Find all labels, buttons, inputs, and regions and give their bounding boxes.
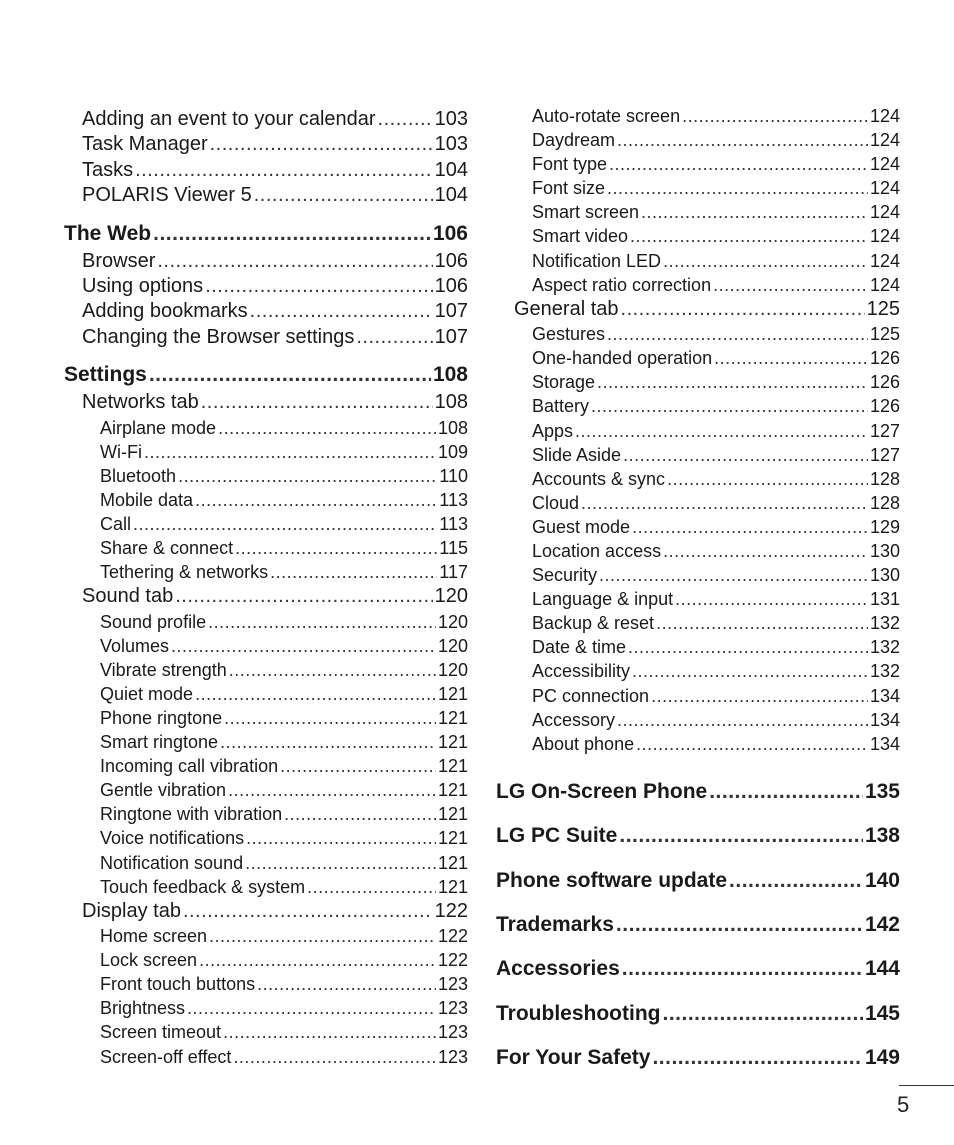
toc-entry-label: Phone software update (496, 868, 728, 892)
toc-entry-page: 132 (869, 661, 900, 682)
toc-dot-leader (280, 754, 436, 778)
toc-dot-leader (662, 998, 862, 1030)
toc-dot-leader (224, 706, 436, 730)
toc-entry-page: 121 (437, 828, 468, 849)
toc-dot-leader (218, 416, 436, 440)
toc-entry-label: Wi-Fi (100, 441, 142, 462)
toc-subsection-entry[interactable] (496, 128, 900, 152)
toc-entry-label: Voice notifications (100, 828, 245, 849)
toc-dot-leader (223, 1020, 436, 1044)
toc-subsection-entry[interactable] (496, 370, 900, 394)
toc-dot-leader (245, 851, 436, 875)
toc-subsection-entry[interactable] (496, 684, 900, 708)
toc-entry-page: 107 (434, 300, 468, 323)
toc-dot-leader (178, 464, 437, 488)
toc-entry-page: 115 (439, 537, 468, 558)
toc-entry-page: 106 (432, 221, 468, 245)
toc-entry-label: Storage (532, 372, 596, 393)
toc-entry-label: About phone (532, 733, 635, 754)
toc-entry-label: Font type (532, 154, 608, 175)
toc-entry-label: Font size (532, 178, 606, 199)
toc-dot-leader (133, 512, 437, 536)
toc-dot-leader (250, 299, 433, 324)
toc-entry-page: 129 (869, 516, 900, 537)
toc-entry-label: LG PC Suite (496, 824, 618, 848)
toc-entry-label: Accessories (496, 957, 620, 981)
toc-subsection-entry[interactable] (496, 563, 900, 587)
toc-entry-page: 106 (434, 249, 468, 272)
toc-dot-leader (636, 732, 868, 756)
toc-subsection-entry[interactable] (64, 754, 468, 778)
toc-entry-page: 121 (437, 780, 468, 801)
toc-entry-label: Ringtone with vibration (100, 804, 283, 825)
toc-entry-page: 108 (437, 417, 468, 438)
page-number-rule (899, 1085, 954, 1086)
toc-dot-leader (233, 1045, 436, 1069)
toc-entry-label: Gentle vibration (100, 780, 227, 801)
toc-entry-page: 142 (864, 913, 900, 936)
toc-entry-label: Notification sound (100, 852, 244, 873)
toc-entry-page: 121 (437, 876, 468, 897)
toc-subsection-entry[interactable] (64, 1020, 468, 1044)
toc-dot-leader (220, 730, 436, 754)
toc-chapter-entry[interactable] (496, 1042, 900, 1074)
toc-dot-leader (714, 346, 868, 370)
toc-entry-label: Backup & reset (532, 613, 655, 634)
toc-entry-page: 127 (869, 420, 900, 441)
toc-dot-leader (144, 440, 436, 464)
toc-subsection-entry[interactable] (64, 851, 468, 875)
toc-dot-leader (195, 682, 436, 706)
toc-entry-page: 117 (439, 562, 468, 583)
toc-subsection-entry[interactable] (496, 200, 900, 224)
toc-entry-page: 121 (437, 683, 468, 704)
toc-dot-leader (667, 467, 868, 491)
toc-entry-page: 121 (437, 732, 468, 753)
toc-chapter-entry[interactable] (496, 820, 900, 852)
toc-subsection-entry[interactable] (496, 587, 900, 611)
toc-dot-leader (235, 536, 437, 560)
toc-section-entry[interactable] (64, 274, 468, 299)
toc-entry-page: 135 (864, 779, 900, 803)
toc-dot-leader (628, 635, 868, 659)
toc-dot-leader (581, 491, 868, 515)
toc-entry-label: One-handed operation (532, 348, 713, 369)
toc-entry-page: 128 (869, 492, 900, 513)
toc-entry-page: 134 (869, 685, 900, 706)
toc-entry-page: 124 (869, 226, 900, 247)
toc-entry-label: Accounts & sync (532, 468, 666, 489)
toc-entry-label: Daydream (532, 130, 616, 151)
toc-dot-leader (591, 394, 868, 418)
toc-entry-label: Brightness (100, 998, 186, 1019)
toc-entry-page: 126 (869, 348, 900, 369)
toc-dot-leader (713, 273, 868, 297)
toc-subsection-entry[interactable] (496, 176, 900, 200)
toc-entry-page: 110 (439, 465, 468, 486)
toc-entry-page: 122 (437, 950, 468, 971)
toc-column-left (64, 104, 468, 1069)
toc-entry-label: Lock screen (100, 950, 198, 971)
toc-entry-label: Browser (82, 249, 156, 272)
toc-entry-page: 120 (437, 635, 468, 656)
toc-dot-leader (663, 249, 868, 273)
toc-dot-leader (205, 274, 432, 299)
toc-entry-label: Share & connect (100, 537, 234, 558)
toc-entry-page: 144 (864, 957, 900, 981)
toc-subsection-entry[interactable] (64, 634, 468, 658)
toc-dot-leader (632, 515, 868, 539)
toc-section-entry[interactable] (64, 899, 468, 924)
toc-entry-page: 131 (869, 589, 900, 610)
toc-subsection-entry[interactable] (64, 948, 468, 972)
toc-entry-page: 120 (434, 585, 468, 608)
toc-subsection-entry[interactable] (496, 443, 900, 467)
toc-entry-page: 130 (869, 565, 900, 586)
toc-section-entry[interactable] (64, 183, 468, 208)
toc-entry-label: General tab (514, 297, 619, 320)
toc-subsection-entry[interactable] (496, 611, 900, 635)
toc-entry-page: 121 (437, 804, 468, 825)
toc-entry-label: Adding an event to your calendar (82, 108, 376, 130)
toc-dot-leader (201, 390, 433, 415)
toc-entry-page: 123 (437, 1046, 468, 1067)
toc-section-entry[interactable] (64, 249, 468, 274)
toc-entry-page: 132 (869, 613, 900, 634)
toc-dot-leader (619, 820, 863, 852)
toc-subsection-entry[interactable] (64, 440, 468, 464)
toc-chapter-entry[interactable] (496, 776, 900, 808)
toc-entry-page: 122 (437, 926, 468, 947)
toc-entry-page: 108 (432, 363, 468, 387)
toc-entry-page: 124 (869, 130, 900, 151)
toc-section-entry[interactable] (496, 297, 900, 322)
toc-subsection-entry[interactable] (64, 924, 468, 948)
toc-entry-page: 124 (869, 250, 900, 271)
toc-entry-label: Sound profile (100, 611, 207, 632)
toc-chapter-entry[interactable] (496, 998, 900, 1030)
toc-dot-leader (149, 360, 431, 390)
toc-column-right (496, 104, 900, 1074)
toc-section-entry[interactable] (64, 390, 468, 415)
toc-entry-page: 120 (437, 611, 468, 632)
toc-dot-leader (209, 924, 436, 948)
toc-subsection-entry[interactable] (64, 416, 468, 440)
toc-entry-label: Front touch buttons (100, 974, 256, 995)
toc-entry-label: Incoming call vibration (100, 756, 279, 777)
toc-entry-page: 106 (434, 274, 468, 297)
toc-dot-leader (607, 322, 868, 346)
toc-dot-leader (675, 587, 868, 611)
toc-entry-page: 125 (866, 297, 900, 320)
toc-entry-label: Sound tab (82, 585, 174, 608)
toc-dot-leader (171, 634, 436, 658)
toc-entry-page: 145 (864, 1001, 900, 1025)
toc-subsection-entry[interactable] (64, 536, 468, 560)
toc-subsection-entry[interactable] (64, 1045, 468, 1069)
toc-subsection-entry[interactable] (496, 732, 900, 756)
toc-entry-label: Call (100, 513, 132, 534)
toc-dot-leader (617, 708, 868, 732)
toc-entry-label: Bluetooth (100, 465, 177, 486)
toc-entry-page: 121 (437, 707, 468, 728)
toc-dot-leader (270, 560, 437, 584)
toc-dot-leader (183, 899, 433, 924)
toc-dot-leader (254, 183, 433, 208)
toc-entry-label: Slide Aside (532, 444, 622, 465)
toc-dot-leader (199, 948, 436, 972)
toc-dot-leader (682, 104, 868, 128)
toc-chapter-entry[interactable] (496, 865, 900, 897)
toc-dot-leader (652, 1042, 863, 1074)
toc-section-entry[interactable] (64, 158, 468, 183)
toc-entry-page: 123 (437, 974, 468, 995)
toc-entry-label: Mobile data (100, 489, 194, 510)
toc-entry-label: Vibrate strength (100, 659, 227, 680)
toc-chapter-entry[interactable] (496, 909, 900, 941)
toc-entry-page: 140 (864, 868, 900, 892)
toc-entry-label: Gestures (532, 324, 606, 345)
toc-entry-page: 107 (434, 325, 468, 348)
toc-dot-leader (378, 107, 433, 132)
toc-subsection-entry[interactable] (64, 512, 468, 536)
toc-entry-label: Security (532, 565, 598, 586)
toc-entry-label: Quiet mode (100, 683, 194, 704)
toc-subsection-entry[interactable] (64, 802, 468, 826)
toc-entry-page: 128 (869, 468, 900, 489)
toc-dot-leader (187, 996, 436, 1020)
toc-subsection-entry[interactable] (64, 682, 468, 706)
toc-entry-label: Touch feedback & system (100, 876, 306, 897)
toc-entry-label: Task Manager (82, 133, 208, 156)
toc-entry-label: Accessory (532, 709, 616, 730)
toc-entry-label: Smart ringtone (100, 732, 219, 753)
toc-subsection-entry[interactable] (496, 152, 900, 176)
toc-entry-page: 134 (869, 709, 900, 730)
toc-entry-page: 134 (869, 733, 900, 754)
toc-entry-page: 130 (869, 540, 900, 561)
toc-entry-page: 104 (434, 184, 468, 207)
toc-entry-page: 126 (869, 372, 900, 393)
toc-subsection-entry[interactable] (496, 249, 900, 273)
toc-entry-label: Battery (532, 396, 590, 417)
toc-entry-page: 125 (869, 324, 900, 345)
toc-subsection-entry[interactable] (64, 488, 468, 512)
toc-entry-label: POLARIS Viewer 5 (82, 184, 252, 207)
toc-entry-page: 149 (864, 1046, 900, 1070)
toc-section-entry[interactable] (64, 132, 468, 157)
toc-entry-page: 120 (437, 659, 468, 680)
toc-entry-label: For Your Safety (496, 1046, 651, 1070)
toc-dot-leader (651, 684, 868, 708)
toc-dot-leader (175, 584, 432, 609)
toc-entry-page: 124 (869, 106, 900, 126)
toc-dot-leader (307, 875, 436, 899)
toc-entry-label: Location access (532, 540, 662, 561)
toc-entry-label: Tasks (82, 158, 134, 181)
toc-dot-leader (246, 826, 436, 850)
toc-subsection-entry[interactable] (64, 560, 468, 584)
toc-entry-page: 123 (437, 1022, 468, 1043)
toc-entry-page: 121 (437, 852, 468, 873)
toc-chapter-entry[interactable] (64, 219, 468, 249)
toc-dot-leader (617, 128, 868, 152)
toc-section-entry[interactable] (64, 299, 468, 324)
toc-dot-leader (135, 158, 433, 183)
toc-dot-leader (599, 563, 868, 587)
toc-entry-label: Apps (532, 420, 574, 441)
toc-entry-page: 124 (869, 274, 900, 295)
toc-entry-page: 123 (437, 998, 468, 1019)
toc-entry-label: Auto-rotate screen (532, 106, 681, 126)
toc-entry-label: Settings (64, 363, 147, 387)
toc-subsection-entry[interactable] (496, 515, 900, 539)
toc-subsection-entry[interactable] (64, 658, 468, 682)
toc-section-entry[interactable] (64, 325, 468, 350)
toc-subsection-entry[interactable] (64, 996, 468, 1020)
toc-entry-label: Guest mode (532, 516, 631, 537)
toc-subsection-entry[interactable] (64, 972, 468, 996)
toc-entry-page: 103 (434, 133, 468, 156)
toc-dot-leader (729, 865, 863, 897)
toc-entry-page: 126 (869, 396, 900, 417)
toc-dot-leader (656, 611, 868, 635)
toc-entry-label: Volumes (100, 635, 170, 656)
toc-dot-leader (195, 488, 437, 512)
toc-dot-leader (208, 610, 436, 634)
toc-dot-leader (157, 249, 432, 274)
toc-entry-label: Networks tab (82, 391, 199, 414)
toc-dot-leader (641, 200, 868, 224)
toc-dot-leader (597, 370, 868, 394)
toc-entry-label: Airplane mode (100, 417, 217, 438)
toc-subsection-entry[interactable] (496, 708, 900, 732)
toc-subsection-entry[interactable] (496, 273, 900, 297)
toc-subsection-entry[interactable] (496, 539, 900, 563)
toc-dot-leader (622, 953, 863, 985)
toc-subsection-entry[interactable] (496, 659, 900, 683)
toc-entry-label: Using options (82, 274, 204, 297)
toc-dot-leader (623, 443, 868, 467)
toc-chapter-entry[interactable] (64, 360, 468, 390)
toc-subsection-entry[interactable] (64, 610, 468, 634)
toc-dot-leader (709, 776, 863, 808)
toc-dot-leader (632, 659, 868, 683)
toc-entry-page: 122 (434, 899, 468, 922)
toc-entry-label: Smart screen (532, 202, 640, 223)
toc-subsection-entry[interactable] (64, 706, 468, 730)
toc-entry-page: 108 (434, 391, 468, 414)
toc-dot-leader (356, 325, 432, 350)
toc-entry-label: Troubleshooting (496, 1001, 661, 1025)
toc-entry-label: Aspect ratio correction (532, 274, 712, 295)
toc-section-entry[interactable] (64, 584, 468, 609)
toc-dot-leader (229, 658, 436, 682)
toc-subsection-entry[interactable] (496, 346, 900, 370)
toc-entry-label: Changing the Browser settings (82, 325, 355, 348)
toc-section-entry[interactable] (64, 107, 468, 132)
toc-dot-leader (257, 972, 436, 996)
toc-subsection-entry[interactable] (496, 635, 900, 659)
toc-entry-label: LG On-Screen Phone (496, 779, 708, 803)
toc-subsection-entry[interactable] (496, 104, 900, 128)
toc-entry-label: Smart video (532, 226, 629, 247)
toc-dot-leader (609, 152, 868, 176)
toc-entry-label: The Web (64, 221, 152, 245)
toc-entry-label: Home screen (100, 926, 208, 947)
toc-entry-page: 109 (437, 441, 468, 462)
toc-entry-label: Language & input (532, 589, 674, 610)
toc-entry-label: Cloud (532, 492, 580, 513)
toc-entry-label: Screen timeout (100, 1022, 222, 1043)
toc-entry-page: 113 (439, 489, 468, 510)
toc-subsection-entry[interactable] (64, 730, 468, 754)
toc-subsection-entry[interactable] (64, 826, 468, 850)
toc-subsection-entry[interactable] (496, 224, 900, 248)
toc-subsection-entry[interactable] (64, 875, 468, 899)
toc-entry-label: Date & time (532, 637, 627, 658)
toc-entry-label: Phone ringtone (100, 707, 223, 728)
toc-entry-page: 132 (869, 637, 900, 658)
toc-entry-label: Trademarks (496, 913, 614, 936)
toc-dot-leader (616, 909, 863, 941)
toc-dot-leader (153, 219, 431, 249)
toc-subsection-entry[interactable] (496, 322, 900, 346)
toc-dot-leader (607, 176, 868, 200)
toc-subsection-entry[interactable] (496, 491, 900, 515)
toc-entry-label: Screen-off effect (100, 1046, 232, 1067)
toc-entry-page: 113 (439, 513, 468, 534)
toc-entry-label: Adding bookmarks (82, 300, 248, 323)
toc-subsection-entry[interactable] (496, 394, 900, 418)
toc-entry-page: 138 (864, 824, 900, 848)
toc-dot-leader (228, 778, 436, 802)
toc-chapter-entry[interactable] (496, 953, 900, 985)
toc-entry-page: 124 (869, 154, 900, 175)
toc-entry-page: 124 (869, 178, 900, 199)
toc-entry-page: 127 (869, 444, 900, 465)
toc-entry-page: 104 (434, 158, 468, 181)
toc-subsection-entry[interactable] (496, 467, 900, 491)
toc-subsection-entry[interactable] (64, 464, 468, 488)
toc-entry-label: Display tab (82, 899, 181, 922)
toc-entry-label: PC connection (532, 685, 650, 706)
toc-entry-label: Accessibility (532, 661, 631, 682)
toc-dot-leader (621, 297, 865, 322)
toc-dot-leader (575, 419, 868, 443)
toc-subsection-entry[interactable] (64, 778, 468, 802)
toc-dot-leader (663, 539, 868, 563)
toc-entry-page: 121 (437, 756, 468, 777)
toc-dot-leader (284, 802, 436, 826)
toc-dot-leader (630, 224, 868, 248)
toc-dot-leader (210, 132, 433, 157)
page-number: 5 (897, 1092, 910, 1117)
toc-subsection-entry[interactable] (496, 419, 900, 443)
toc-entry-label: Notification LED (532, 250, 662, 271)
toc-entry-page: 103 (434, 108, 468, 130)
toc-entry-label: Tethering & networks (100, 562, 269, 583)
toc-entry-page: 124 (869, 202, 900, 223)
